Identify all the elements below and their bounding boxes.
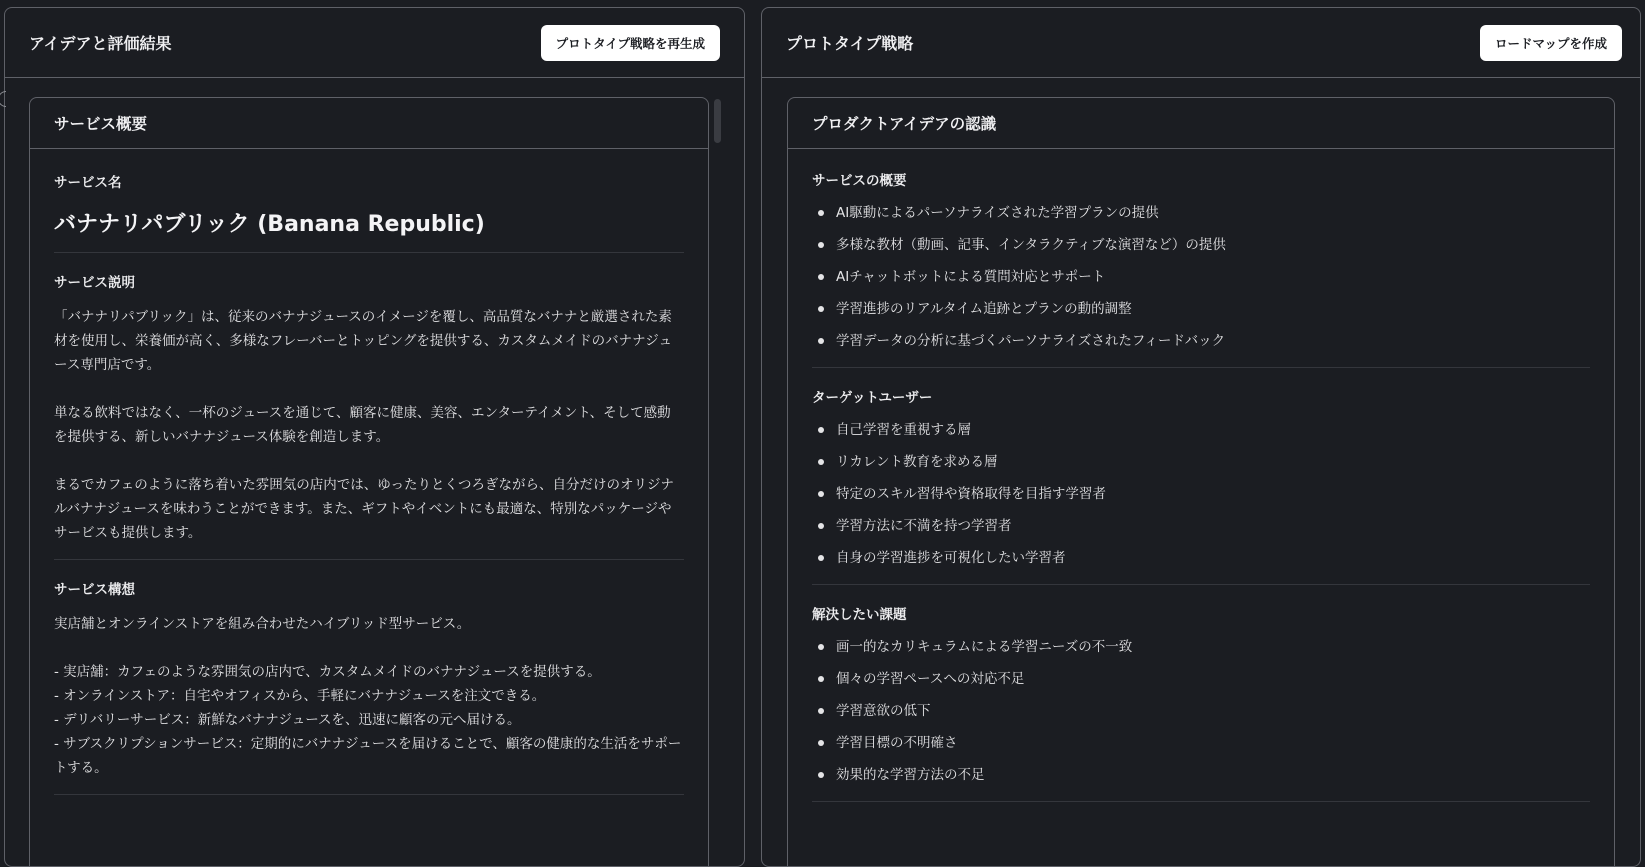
list-item: 画一的なカリキュラムによる学習ニーズの不一致 [812, 631, 1590, 663]
problems-to-solve-section [812, 585, 1590, 802]
collapse-handle-icon[interactable] [0, 91, 6, 107]
list-item: 学習進捗のリアルタイム追跡とプランの動的調整 [812, 293, 1590, 325]
list-item: 学習方法に不満を持つ学習者 [812, 510, 1590, 542]
description-paragraph: まるでカフェのように落ち着いた雰囲気の店内では、ゆったりとくつろぎながら、自分だけのオリジナルバナナジュースを味わうことができます。また、ギフトやイベントにも最適な、特別なパッケージやサービスも提供します。 [54, 477, 675, 541]
idea-evaluation-header [5, 8, 744, 78]
service-name-value: バナナリパブリック (Banana Republic) [54, 212, 485, 237]
list-item: 学習意欲の低下 [812, 695, 1590, 727]
service-overview-card [29, 97, 709, 867]
list-item: AI駆動によるパーソナライズされた学習プランの提供 [812, 197, 1590, 229]
list-item: 自己学習を重視する層 [812, 414, 1590, 446]
concept-line: - サブスクリプションサービス：定期的にバナナジュースを届けることで、顧客の健康的な生活をサポートする。 [54, 736, 682, 776]
list-item: 特定のスキル習得や資格取得を目指す学習者 [812, 478, 1590, 510]
create-roadmap-button[interactable]: ロードマップを作成 [1480, 25, 1622, 61]
list-item: 効果的な学習方法の不足 [812, 759, 1590, 791]
list-item: AIチャットボットによる質問対応とサポート [812, 261, 1590, 293]
target-users-section [812, 368, 1590, 585]
concept-line: - 実店舗：カフェのような雰囲気の店内で、カスタムメイドのバナナジュースを提供する。 [54, 664, 601, 680]
service-summary-section [812, 149, 1590, 368]
idea-evaluation-panel [4, 7, 745, 867]
prototype-strategy-title: プロトタイプ戦略 [786, 34, 914, 53]
service-concept-label: サービス構想 [54, 582, 135, 598]
section-label: 解決したい課題 [812, 607, 907, 623]
list-item: 学習データの分析に基づくパーソナライズされたフィードバック [812, 325, 1590, 357]
idea-evaluation-title: アイデアと評価結果 [29, 34, 172, 53]
product-idea-recognition-card [787, 97, 1615, 867]
description-paragraph: 単なる飲料ではなく、一杯のジュースを通じて、顧客に健康、美容、エンターテイメント、そして感動を提供する、新しいバナナジュース体験を創造します。 [54, 405, 671, 445]
concept-line: - デリバリーサービス：新鮮なバナナジュースを、迅速に顧客の元へ届ける。 [54, 712, 521, 728]
list-item: 個々の学習ペースへの対応不足 [812, 663, 1590, 695]
service-description-section [54, 253, 684, 560]
service-name-label: サービス名 [54, 175, 122, 191]
regenerate-prototype-strategy-button[interactable]: プロトタイプ戦略を再生成 [541, 25, 720, 61]
left-panel-scrollbar[interactable] [714, 99, 721, 143]
list-item: 多様な教材（動画、記事、インタラクティブな演習など）の提供 [812, 229, 1590, 261]
concept-line: - オンラインストア：自宅やオフィスから、手軽にバナナジュースを注文できる。 [54, 688, 546, 704]
description-paragraph: 「バナナリパブリック」は、従来のバナナジュースのイメージを覆し、高品質なバナナと厳選された素材を使用し、栄養価が高く、多様なフレーバーとトッピングを提供する、カスタムメイドのバナナジュース専門店です。 [54, 309, 673, 373]
service-concept-section [54, 560, 684, 795]
list-item: 自身の学習進捗を可視化したい学習者 [812, 542, 1590, 574]
list-item: 学習目標の不明確さ [812, 727, 1590, 759]
prototype-strategy-header [762, 8, 1640, 78]
service-name-section [54, 149, 684, 253]
prototype-strategy-panel [761, 7, 1641, 867]
service-description-label: サービス説明 [54, 275, 135, 291]
concept-intro: 実店舗とオンラインストアを組み合わせたハイブリッド型サービス。 [54, 616, 471, 632]
section-label: ターゲットユーザー [812, 390, 933, 406]
section-label: サービスの概要 [812, 173, 907, 189]
list-item: リカレント教育を求める層 [812, 446, 1590, 478]
service-overview-card-title: サービス概要 [30, 98, 708, 149]
product-idea-recognition-title: プロダクトアイデアの認識 [788, 98, 1614, 149]
